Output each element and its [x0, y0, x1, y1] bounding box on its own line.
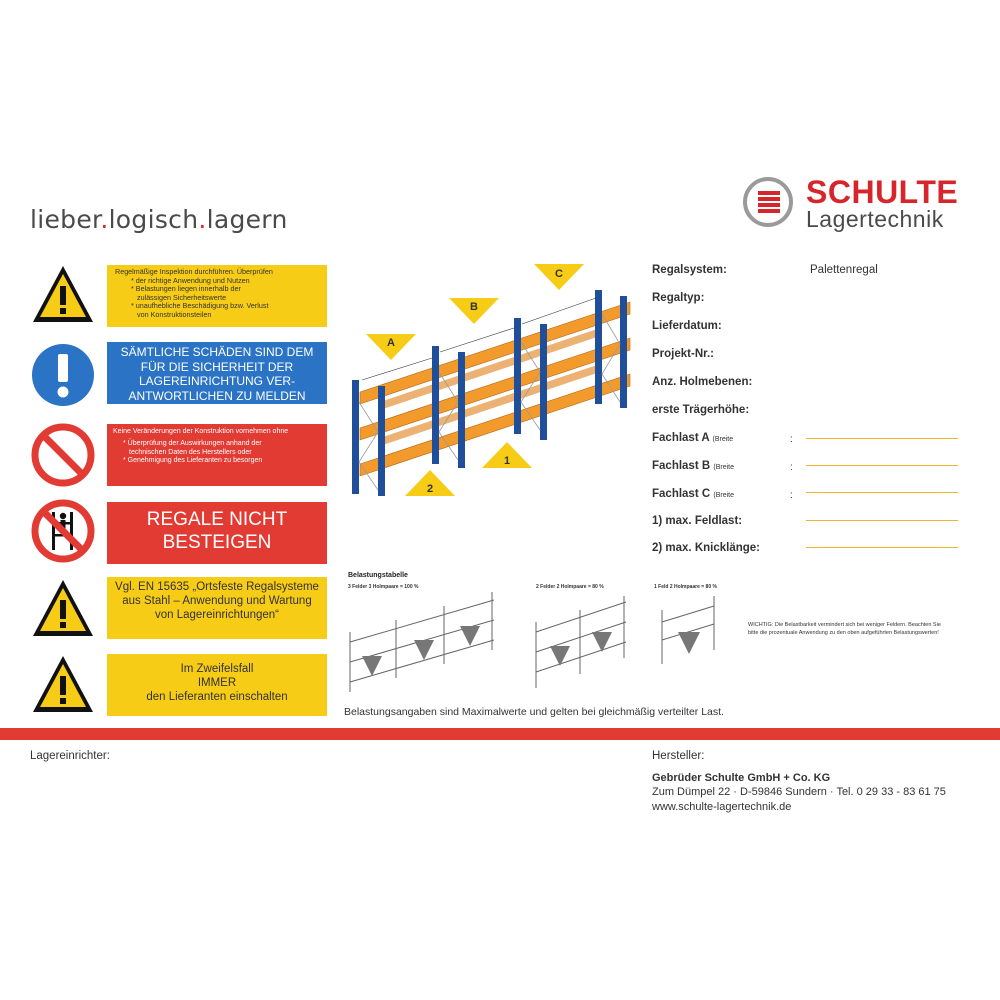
load-sketch-3-bays: [344, 592, 514, 696]
projekt-label: Projekt-Nr.:: [652, 348, 714, 360]
fachlast-a-small: (Breite: [712, 436, 734, 443]
no-modification-panel: [107, 424, 327, 486]
damage-report-text: SÄMTLICHE SCHÄDEN SIND DEM FÜR DIE SICHERHEIT DER LAGEREINRICHTUNG VER-ANTWORTLICHEN ZU MELDEN: [120, 345, 314, 403]
inspection-panel: [107, 265, 327, 327]
slogan-part3: lagern: [206, 205, 288, 234]
load-note-2: 2 Felder 2 Holmpaare = 80 %: [536, 584, 604, 590]
holmebenen-label: Anz. Holmebenen:: [652, 376, 753, 388]
rack-diagram: [340, 262, 640, 502]
no-modification-title: Keine Veränderungen der Konstruktion vornehmen ohne: [113, 428, 289, 435]
en-standard-text: Vgl. EN 15635 „Ortsfeste Regalsysteme aus Stahl – Anwendung und Wartung von Lagereinrichtungen“: [115, 581, 319, 621]
load-sketch-1-bay: [654, 592, 724, 672]
inspection-item: von Konstruktionsteilen: [137, 309, 212, 319]
regaltyp-label: Regaltyp:: [652, 292, 705, 304]
contact-supplier-panel: [107, 654, 327, 716]
inspection-item: * unaufhebliche Beschädigung bzw. Verlust: [131, 301, 269, 311]
inspection-item: zulässigen Sicherheitswerte: [137, 292, 227, 302]
damage-report-panel: [107, 342, 327, 404]
company-website[interactable]: www.schulte-lagertechnik.de: [652, 801, 792, 813]
diagram-label-1: 1: [503, 455, 511, 467]
knicklaenge-label: 2) max. Knicklänge:: [652, 542, 761, 554]
lagereinrichter-label: Lagereinrichter:: [30, 750, 110, 762]
diagram-label-a: A: [387, 337, 395, 349]
fachlast-a-text: Fachlast A: [652, 432, 710, 444]
load-disclaimer: Belastungsangaben sind Maximalwerte und gelten bei gleichmäßig verteilter Last.: [344, 706, 724, 718]
load-table-title: Belastungstabelle: [348, 572, 408, 579]
inspection-item: * der richtige Anwendung und Nutzen: [131, 275, 250, 285]
contact-line-3: den Lieferanten einschalten: [146, 691, 288, 703]
feldlast-field[interactable]: [806, 520, 958, 521]
fachlast-b-label: [652, 460, 734, 472]
fachlast-c-field[interactable]: [806, 492, 958, 493]
fachlast-a-label: [652, 432, 733, 444]
schulte-logo-icon: [742, 176, 794, 228]
feldlast-label: 1) max. Feldlast:: [652, 515, 743, 527]
no-modification-item: * Überprüfung der Auswirkungen anhand der: [123, 440, 262, 448]
inspection-item: * Belastungen liegen innerhalb der: [131, 284, 241, 294]
important-note: WICHTIG: Die Belastbarkeit vermindert sich bei weniger Feldern. Beachten Sie bitte die prozentuale Anwendung zu den oben aufgeführten Belastungswerten!: [748, 622, 941, 636]
traegerhoehe-label: erste Trägerhöhe:: [652, 404, 750, 416]
contact-line-2: IMMER: [197, 677, 237, 689]
diagram-label-2: 2: [426, 483, 434, 495]
red-divider-bar: [0, 728, 1000, 740]
load-note-3: 1 Feld 2 Holmpaare = 80 %: [654, 584, 717, 590]
company-name: Gebrüder Schulte GmbH + Co. KG: [652, 772, 831, 784]
rack-beams: [360, 302, 630, 476]
fachlast-c-label: [652, 488, 734, 500]
load-note-1: 3 Felder 3 Holmpaare = 100 %: [348, 584, 419, 590]
prohibition-icon: [30, 422, 96, 488]
no-modification-item: technischen Daten des Herstellers oder: [129, 448, 252, 456]
slogan-dot-1: .: [100, 205, 109, 234]
fachlast-b-field[interactable]: [806, 465, 958, 466]
logo-title: SCHULTE: [806, 174, 959, 210]
diagram-label-b: B: [470, 301, 478, 313]
fachlast-b-colon: :: [790, 462, 793, 473]
warning-triangle-icon: [30, 576, 96, 642]
slogan: [30, 205, 288, 234]
no-modification-item: * Genehmigung des Lieferanten zu besorgen: [123, 457, 263, 465]
fachlast-b-text: Fachlast B: [652, 460, 711, 472]
regalsystem-label: Regalsystem:: [652, 264, 727, 276]
mandatory-exclamation-icon: [30, 342, 96, 408]
lieferdatum-label: Lieferdatum:: [652, 320, 722, 332]
hersteller-label: Hersteller:: [652, 750, 705, 762]
logo-subtitle: Lagertechnik: [806, 206, 944, 232]
regalsystem-value: Palettenregal: [810, 264, 878, 276]
slogan-dot-2: .: [198, 205, 207, 234]
fachlast-c-small: (Breite: [713, 492, 734, 499]
fachlast-c-text: Fachlast C: [652, 488, 711, 500]
load-sketch-2-bays: [530, 592, 635, 696]
inspection-title: Regelmäßige Inspektion durchführen. Überprüfen: [115, 267, 273, 276]
no-climbing-panel: [107, 502, 327, 564]
no-climbing-icon: [30, 498, 96, 564]
fachlast-b-small: (Breite: [713, 464, 734, 471]
fachlast-c-colon: :: [790, 490, 793, 501]
company-address: Zum Dümpel 22 · D-59846 Sundern · Tel. 0 29 33 - 83 61 75: [652, 786, 946, 798]
slogan-part2: logisch: [108, 205, 199, 234]
fachlast-a-field[interactable]: [806, 438, 958, 439]
en-standard-panel: [107, 577, 327, 639]
knicklaenge-field[interactable]: [806, 547, 958, 548]
warning-triangle-icon: [30, 652, 96, 718]
diagram-label-c: C: [555, 268, 563, 280]
no-climbing-text: REGALE NICHT BESTEIGEN: [146, 509, 288, 553]
fachlast-a-colon: :: [790, 434, 793, 445]
contact-line-1: Im Zweifelsfall: [180, 663, 254, 675]
warning-triangle-icon: [30, 262, 96, 328]
slogan-part1: lieber: [30, 205, 101, 234]
